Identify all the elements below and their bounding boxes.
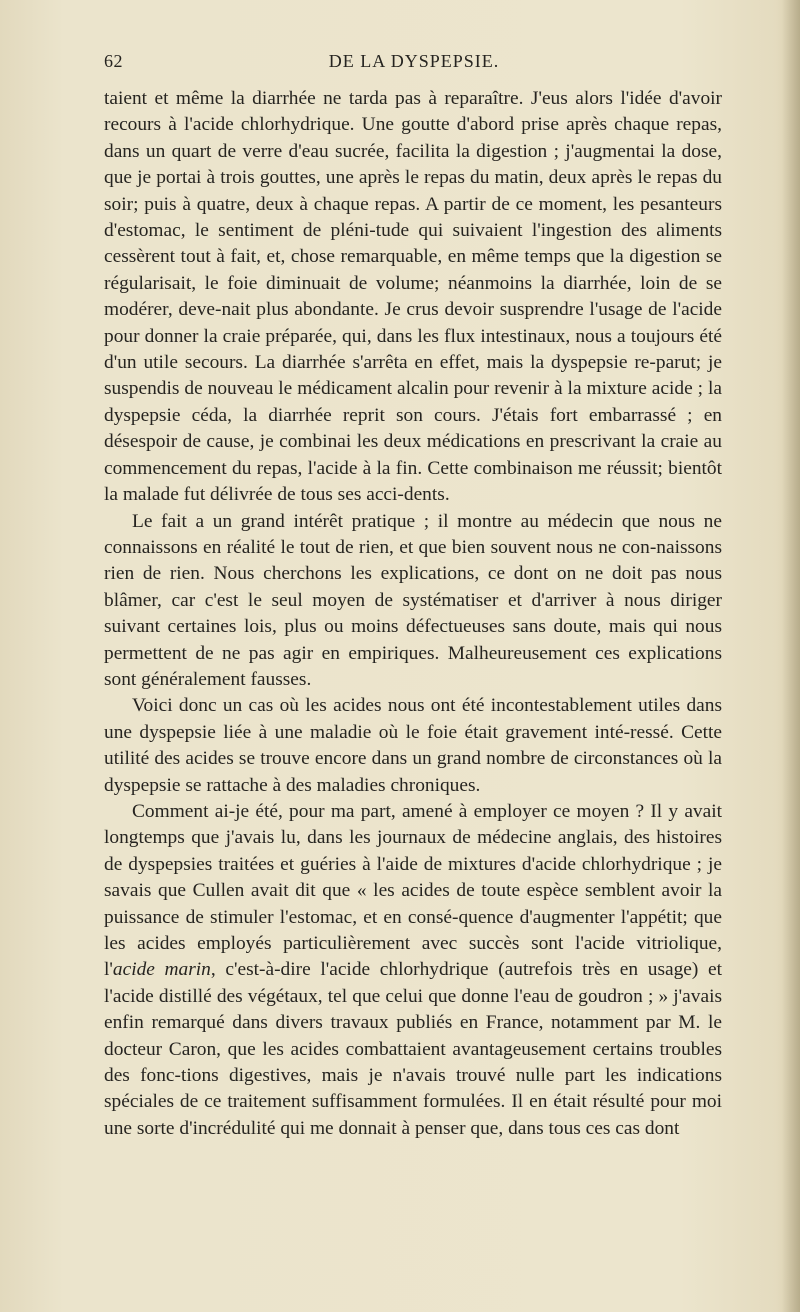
page-header: [104, 51, 724, 77]
paragraph-1: taient et même la diarrhée ne tarda pas à reparaître. J'eus alors l'idée d'avoir recours à l'acide chlorhydrique. Une goutte d'abord prise après chaque repas, dans un quart de verre d'eau sucrée, facilita la digestion ; j'augmentai la dose, que je portai à trois gouttes, une après le repas du matin, deux après le repas du soir; puis à quatre, deux à chaque repas. A partir de ce moment, les pesanteurs d'estomac, le sentiment de pléni-tude qui suivaient l'ingestion des aliments cessèrent tout à fait, et, chose remarquable, en même temps que la digestion se régularisait, le foie diminuait de volume; néanmoins la diarrhée, loin de se modérer, deve-nait plus abondante. Je crus devoir susprendre l'usage de l'acide pour donner la craie préparée, qui, dans les flux intestinaux, nous a toujours été d'un utile secours. La diarrhée s'arrêta en effet, mais la dyspepsie re-parut; je suspendis de nouveau le médicament alcalin pour revenir à la mixture acide ; la dyspepsie céda, la diarrhée reprit son cours. J'étais fort embarrassé ; en désespoir de cause, je combinai les deux médications en prescrivant la craie au commencement du repas, l'acide à la fin. Cette combinaison me réussit; bientôt la malade fut délivrée de tous ses acci-dents.: [104, 88, 722, 506]
italic-term: acide marin: [112, 959, 211, 981]
page-edge-shadow: [782, 0, 800, 1312]
paragraph-3: Voici donc un cas où les acides nous ont été incontestablement utiles dans une dyspepsie liée à une maladie où le foie était gravement inté-ressé. Cette utilité des acides se trouve encore dans un grand nombre de circonstances où la dyspepsie se rattache à des maladies chroniques.: [104, 695, 722, 796]
paragraph-4: Comment ai-je été, pour ma part, amené à employer ce moyen ? Il y avait longtemps que j'avais lu, dans les journaux de médecine anglais, des histoires de dyspepsies traitées et guéries à l'aide de mixtures d'acide chlorhydrique ; je savais que Cullen avait dit que « les acides de toute espèce semblent avoir la puissance de stimuler l'estomac, et en consé-quence d'augmenter l'appétit; que les acides employés particulièrement avec succès sont l'acide vitriolique, l'acide marin, c'est-à-dire l'acide chlorhydrique (autrefois très en usage) et l'acide distillé des végétaux, tel que celui que donne l'eau de goudron ; » j'avais enfin remarqué dans divers travaux publiés en France, notamment par M. le docteur Caron, que les acides combattaient avantageusement certains troubles des fonc-tions digestives, mais je n'avais trouvé nulle part les indications spéciales de ce traitement suffisamment formulées. Il en était résulté pour moi une sorte d'incrédulité qui me donnait à penser que, dans tous ces cas dont: [104, 800, 723, 1139]
body-text: [104, 86, 722, 1142]
paragraph-2: Le fait a un grand intérêt pratique ; il montre au médecin que nous ne connaissons en réalité le tout de rien, et que bien souvent nous ne con-naissons rien de rien. Nous cherchons les explications, ce dont on ne doit pas nous blâmer, car c'est le seul moyen de systématiser et d'arriver à nous diriger suivant certaines lois, plus ou moins défectueuses sans doute, mais qui nous permettent de ne pas agir en empiriques. Malheureusement ces explications sont généralement fausses.: [104, 510, 722, 690]
running-head: DE LA DYSPEPSIE.: [328, 51, 500, 71]
page-number: 62: [104, 51, 123, 71]
